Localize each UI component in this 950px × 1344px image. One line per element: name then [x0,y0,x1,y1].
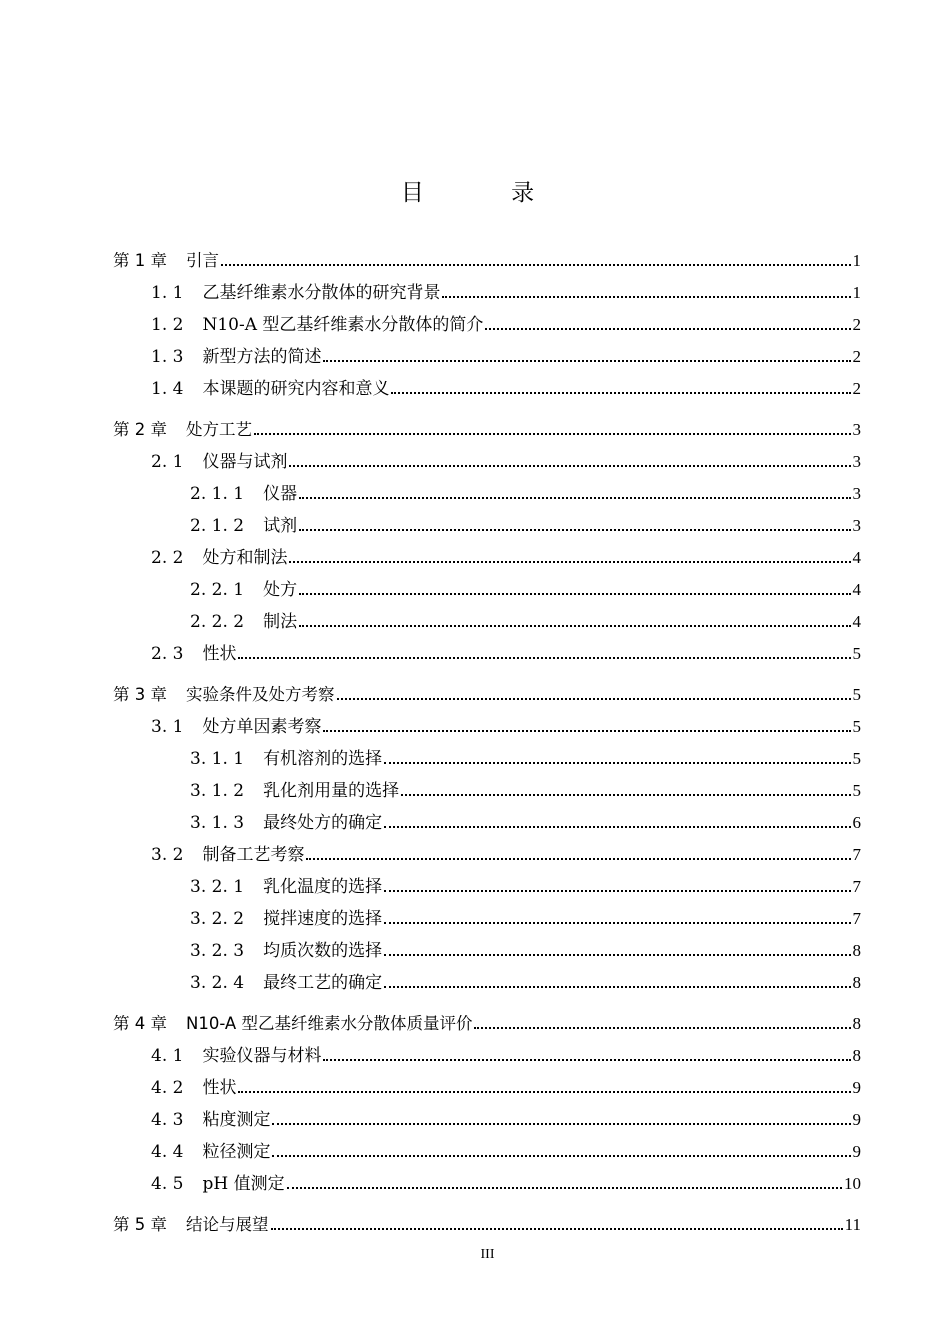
toc-entry[interactable] [113,935,861,961]
toc-entry-number: 3. 2. 4 [190,973,245,993]
toc-entry-page: 1 [852,251,861,270]
toc-entry-label: 实验仪器与材料 [202,1046,322,1066]
dot-leader [287,1187,842,1189]
toc-entry-number: 第 5 章 [113,1215,167,1234]
toc-entry-page: 8 [852,973,861,992]
toc-entry[interactable] [113,903,861,929]
toc-entry-page: 6 [852,813,861,832]
toc-entry-label: 本课题的研究内容和意义 [202,379,390,399]
toc-entry-label: 制备工艺考察 [202,845,305,865]
toc-entry-page: 2 [852,315,861,334]
dot-leader [384,986,850,988]
toc-entry-page: 7 [852,877,861,896]
toc-entry-number: 2. 1. 2 [190,516,245,536]
toc-entry-page: 7 [852,845,861,864]
toc-entry-page: 8 [852,1014,861,1033]
toc-entry-number: 3. 2. 3 [190,941,245,961]
toc-entry[interactable] [113,807,861,833]
dot-leader [337,698,851,700]
dot-leader [485,328,850,330]
toc-entry-number: 2. 2. 2 [190,612,245,632]
toc-entry-number: 第 1 章 [113,251,167,270]
dot-leader [384,922,850,924]
toc-entry-label: 引言 [186,251,219,270]
toc-entry-number: 1. 1 [151,283,184,303]
toc-entry-page: 1 [852,283,861,302]
toc-entry-label: 粘度测定 [202,1110,271,1130]
toc-entry-page: 3 [852,484,861,503]
dot-leader [384,954,850,956]
toc-entry-number: 第 2 章 [113,420,167,439]
toc-entry-page: 3 [852,420,861,439]
toc-entry-page: 4 [852,612,861,631]
toc-entry-number: 4. 2 [151,1078,184,1098]
dot-leader [221,264,851,266]
toc-entry[interactable] [113,775,861,801]
toc-entry-label: N10-A 型乙基纤维素水分散体的简介 [202,315,484,335]
toc-entry-page: 2 [852,347,861,366]
toc-entry-label: 处方工艺 [186,420,252,439]
dot-leader [384,826,850,828]
toc-entry-number: 2. 1. 1 [190,484,245,504]
toc-entry[interactable] [113,1008,861,1034]
toc-entry[interactable] [113,373,861,399]
toc-entry[interactable] [113,277,861,303]
toc-entry[interactable] [113,743,861,769]
toc-entry-number: 1. 2 [151,315,184,335]
toc-entry-number: 3. 1. 1 [190,749,245,769]
toc-entry-page: 3 [852,452,861,471]
dot-leader [442,296,850,298]
toc-entry-label: 均质次数的选择 [263,941,383,961]
toc-entry-number: 4. 1 [151,1046,184,1066]
toc-entry-page: 9 [852,1142,861,1161]
toc-entry-label: 粒径测定 [202,1142,271,1162]
toc-entry-label: 结论与展望 [186,1215,269,1234]
toc-entry[interactable] [113,510,861,536]
toc-entry-number: 3. 1 [151,717,184,737]
dot-leader [272,1155,850,1157]
toc-entry-number: 3. 1. 3 [190,813,245,833]
toc-entry[interactable] [113,542,861,568]
toc-entry[interactable] [113,309,861,335]
toc-entry[interactable] [113,1209,861,1235]
dot-leader [272,1123,850,1125]
toc-entry[interactable] [113,606,861,632]
toc-entry-page: 3 [852,516,861,535]
toc-entry-label: 实验条件及处方考察 [186,685,335,704]
toc-entry[interactable] [113,839,861,865]
toc-entry[interactable] [113,1104,861,1130]
dot-leader [401,794,850,796]
toc-entry-number: 2. 3 [151,644,184,664]
dot-leader [271,1228,843,1230]
toc-entry-number: 3. 2. 1 [190,877,245,897]
toc-entry-label: 有机溶剂的选择 [263,749,383,769]
toc-entry[interactable] [113,638,861,664]
dot-leader [384,890,850,892]
toc-entry-number: 2. 2 [151,548,184,568]
toc-entry-page: 5 [852,749,861,768]
dot-leader [238,1091,850,1093]
dot-leader [306,858,850,860]
toc-entry-label: 处方和制法 [202,548,288,568]
toc-entry-label: 新型方法的简述 [202,347,322,367]
toc-entry-number: 第 3 章 [113,685,167,704]
dot-leader [299,593,850,595]
toc-entry-page: 8 [852,941,861,960]
toc-entry[interactable] [113,871,861,897]
toc-entry-number: 1. 4 [151,379,184,399]
dot-leader [323,1059,850,1061]
toc-entry-number: 3. 2 [151,845,184,865]
toc-entry-page: 9 [852,1078,861,1097]
toc-entry-page: 4 [852,580,861,599]
dot-leader [299,625,850,627]
dot-leader [474,1027,850,1029]
toc-entry[interactable] [113,1040,861,1066]
toc-entry-label: 仪器与试剂 [202,452,288,472]
toc-entry-label: 最终处方的确定 [263,813,383,833]
toc-entry-label: 性状 [202,1078,237,1098]
toc-entry-label: 最终工艺的确定 [263,973,383,993]
toc-entry-number: 4. 4 [151,1142,184,1162]
dot-leader [323,360,850,362]
toc-entry[interactable] [113,1072,861,1098]
toc-entry-label: 乳化温度的选择 [263,877,383,897]
toc-entry-number: 第 4 章 [113,1014,167,1033]
toc-entry[interactable] [113,711,861,737]
toc-entry-label: pH 值测定 [202,1174,285,1194]
toc-entry-number: 2. 2. 1 [190,580,245,600]
toc-entry-page: 8 [852,1046,861,1065]
toc-entry-page: 5 [852,644,861,663]
dot-leader [391,392,850,394]
toc-entry-label: 乙基纤维素水分散体的研究背景 [202,283,441,303]
toc-entry-page: 10 [844,1174,861,1193]
toc-entry-page: 5 [852,781,861,800]
dot-leader [289,561,850,563]
toc-entry[interactable] [113,446,861,472]
toc-entry[interactable] [113,967,861,993]
page-title: 目 录 [400,180,575,206]
toc-entry-label: N10-A 型乙基纤维素水分散体质量评价 [186,1014,473,1033]
dot-leader [323,730,850,732]
toc-entry-page: 11 [844,1215,861,1234]
toc-entry-number: 4. 5 [151,1174,184,1194]
toc-entry-label: 处方 [263,580,298,600]
toc-entry-page: 5 [852,685,861,704]
toc-entry[interactable] [113,478,861,504]
toc-entry-page: 2 [852,379,861,398]
dot-leader [254,433,851,435]
toc-entry-page: 4 [852,548,861,567]
toc-entry-number: 4. 3 [151,1110,184,1130]
toc-entry-number: 2. 1 [151,452,184,472]
toc-entry[interactable] [113,414,861,440]
toc-entry-number: 3. 2. 2 [190,909,245,929]
page-number-footer: III [480,1247,495,1262]
toc-entry-label: 处方单因素考察 [202,717,322,737]
toc-entry[interactable] [113,1168,861,1194]
toc-entry[interactable] [113,1136,861,1162]
dot-leader [289,465,850,467]
toc-entry[interactable] [113,574,861,600]
toc-entry-label: 仪器 [263,484,298,504]
toc-entry-page: 9 [852,1110,861,1129]
dot-leader [238,657,850,659]
toc-entry-page: 5 [852,717,861,736]
toc-entry[interactable] [113,245,861,271]
toc-entry-number: 1. 3 [151,347,184,367]
toc-entry[interactable] [113,679,861,705]
toc-entry-label: 搅拌速度的选择 [263,909,383,929]
dot-leader [384,762,850,764]
toc-entry-number: 3. 1. 2 [190,781,245,801]
toc-entry-page: 7 [852,909,861,928]
dot-leader [299,529,850,531]
toc-entry-label: 乳化剂用量的选择 [263,781,400,801]
toc-entry-label: 制法 [263,612,298,632]
toc-entry-label: 性状 [202,644,237,664]
dot-leader [299,497,850,499]
toc-entry-label: 试剂 [263,516,298,536]
toc-entry[interactable] [113,341,861,367]
